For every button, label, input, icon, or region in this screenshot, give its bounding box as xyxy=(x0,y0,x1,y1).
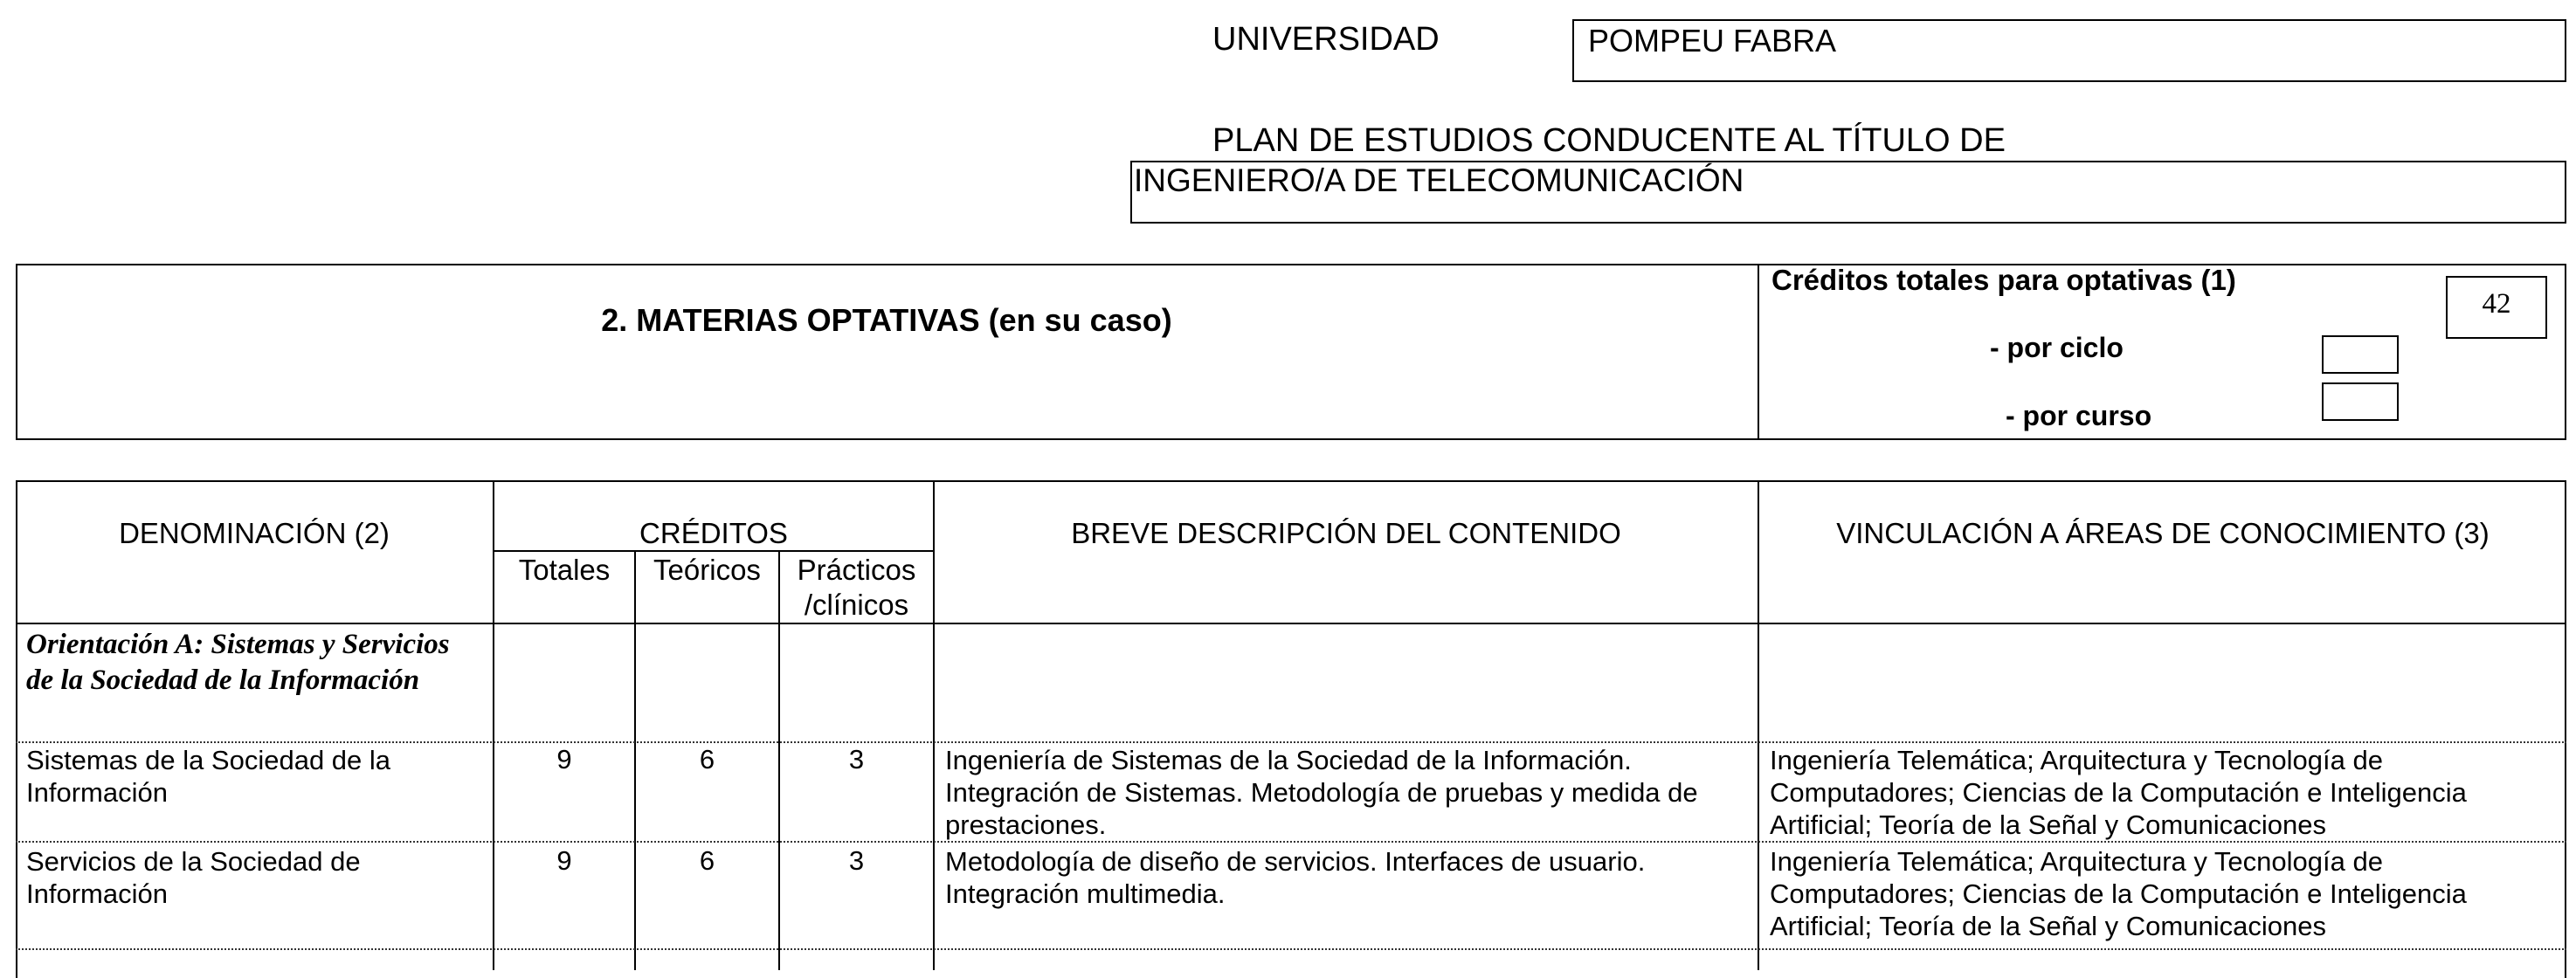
row2-denominacion: Servicios de la Sociedad de Información xyxy=(26,846,361,909)
header-vinculacion: VINCULACIÓN A ÁREAS DE CONOCIMIENTO (3) xyxy=(1836,517,2490,549)
por-ciclo-field xyxy=(2322,335,2399,374)
column-divider xyxy=(1758,480,1759,970)
row1-vinculacion: Ingeniería Telemática; Arquitectura y Tecnología de Computadores; Ciencias de la Computación e Inteligencia Artificial; Teoría de la Señal y Comunicaciones xyxy=(1770,745,2467,840)
row-divider xyxy=(16,841,2566,843)
creditos-totales-label: Créditos totales para optativas (1) xyxy=(1771,264,2236,296)
row1-practicos: 3 xyxy=(848,744,865,775)
orientacion-section-title: Orientación A: Sistemas y Servicios de la Sociedad de la Información xyxy=(26,629,450,696)
header-descripcion: BREVE DESCRIPCIÓN DEL CONTENIDO xyxy=(1071,517,1621,549)
header-totales: Totales xyxy=(518,554,611,586)
por-ciclo-label: - por ciclo xyxy=(1990,332,2124,363)
creditos-header-divider xyxy=(494,550,933,552)
creditos-totales-value: 42 xyxy=(2482,288,2511,320)
header-teoricos: Teóricos xyxy=(653,554,761,586)
header-clinicos: /clínicos xyxy=(804,589,909,621)
materias-divider xyxy=(1758,264,1759,440)
row2-totales: 9 xyxy=(556,845,572,876)
column-divider xyxy=(933,480,935,970)
row-divider xyxy=(16,741,2566,743)
materias-optativas-title: 2. MATERIAS OPTATIVAS (en su caso) xyxy=(601,302,1172,338)
row2-descripcion: Metodología de diseño de servicios. Interfaces de usuario. Integración multimedia. xyxy=(945,846,1646,909)
row1-denominacion: Sistemas de la Sociedad de la Información xyxy=(26,745,391,808)
row1-descripcion: Ingeniería de Sistemas de la Sociedad de la Información. Integración de Sistemas. Metodología de pruebas y medida de prestaciones. xyxy=(945,745,1698,840)
row1-teoricos: 6 xyxy=(699,744,715,775)
header-practicos: Prácticos xyxy=(797,554,916,586)
header-creditos: CRÉDITOS xyxy=(639,517,788,549)
universidad-label: UNIVERSIDAD xyxy=(1212,21,1440,58)
header-denominacion: DENOMINACIÓN (2) xyxy=(119,517,390,549)
row2-vinculacion: Ingeniería Telemática; Arquitectura y Tecnología de Computadores; Ciencias de la Computación e Inteligencia Artificial; Teoría de la Señal y Comunicaciones xyxy=(1770,846,2467,941)
row2-teoricos: 6 xyxy=(699,845,715,876)
plan-estudios-label: PLAN DE ESTUDIOS CONDUCENTE AL TÍTULO DE xyxy=(1212,122,2006,159)
titulo-value: INGENIERO/A DE TELECOMUNICACIÓN xyxy=(1134,162,1744,198)
row2-practicos: 3 xyxy=(848,845,865,876)
universidad-value: POMPEU FABRA xyxy=(1588,23,1837,59)
por-curso-field xyxy=(2322,382,2399,421)
por-curso-label: - por curso xyxy=(2006,400,2152,431)
row1-totales: 9 xyxy=(556,744,572,775)
row-divider xyxy=(16,948,2566,950)
header-bottom-rule xyxy=(16,623,2566,624)
